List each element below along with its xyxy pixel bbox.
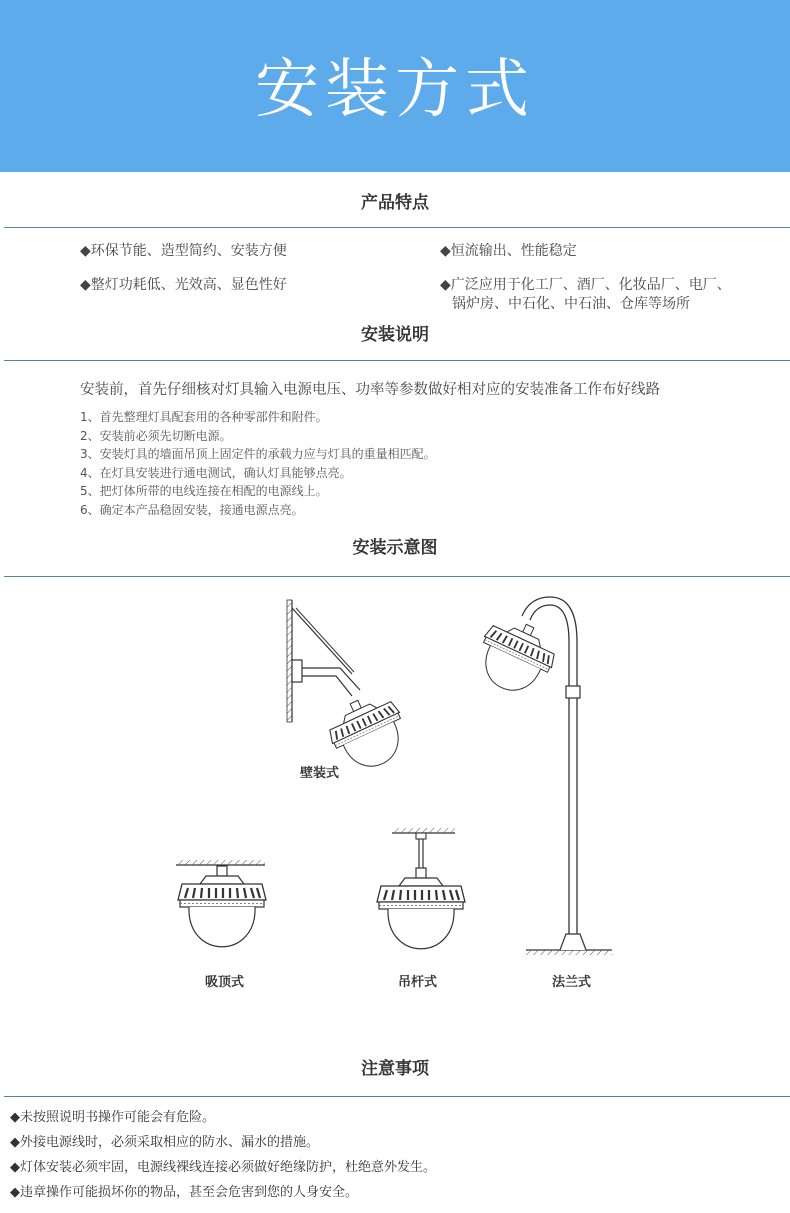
installation-diagram-svg [0, 590, 790, 1010]
notes-heading: 注意事项 [361, 1059, 429, 1079]
pendant-mount-diagram [377, 828, 465, 949]
features-heading: 产品特点 [361, 193, 429, 213]
feature-item: ◆恒流输出、性能稳定 [440, 243, 577, 259]
install-heading: 安装说明 [361, 325, 429, 345]
flange-mount-diagram [468, 597, 612, 955]
features-divider [4, 227, 790, 228]
pendant-mount-label: 吊杆式 [398, 975, 438, 990]
feature-item: ◆环保节能、造型简约、安装方便 [80, 243, 287, 259]
note-item: ◆灯体安装必须牢固，电源线裸线连接必须做好绝缘防护，杜绝意外发生。 [10, 1160, 436, 1175]
note-item: ◆违章操作可能损坏你的物品，甚至会危害到您的人身安全。 [10, 1185, 358, 1200]
feature-item: ◆广泛应用于化工厂、酒厂、化妆品厂、电厂、 [440, 277, 731, 293]
installation-diagram [0, 590, 790, 1010]
notes-divider [4, 1096, 790, 1097]
feature-item: ◆整灯功耗低、光效高、显色性好 [80, 277, 287, 293]
page-title: 安装方式 [255, 53, 535, 127]
diagram-heading: 安装示意图 [352, 538, 438, 558]
install-step: 1、首先整理灯具配套用的各种零部件和附件。 [80, 410, 328, 424]
install-step: 2、安装前必须先切断电源。 [80, 428, 232, 443]
ceiling-mount-diagram [176, 860, 266, 947]
notes-list [10, 1108, 436, 1208]
wall-mount-label: 壁装式 [300, 766, 340, 781]
feature-item: 锅炉房、中石化、中石油、仓库等场所 [452, 296, 690, 312]
install-step: 6、确定本产品稳固安装，接通电源点亮。 [80, 502, 304, 517]
note-item: ◆未按照说明书操作可能会有危险。 [10, 1110, 215, 1125]
install-step: 4、在灯具安装进行通电测试，确认灯具能够点亮。 [80, 465, 352, 480]
ceiling-mount-label: 吸顶式 [205, 975, 245, 990]
title-banner [0, 0, 790, 172]
install-divider [4, 360, 790, 361]
wall-mount-diagram [287, 600, 416, 779]
install-intro: 安装前，首先仔细核对灯具输入电源电压、功率等参数做好相对应的安装准备工作布好线路 [80, 382, 660, 398]
note-item: ◆外接电源线时，必须采取相应的防水、漏水的措施。 [10, 1135, 319, 1150]
diagram-divider [4, 576, 790, 577]
install-step: 5、把灯体所带的电线连接在相配的电源线上。 [80, 484, 328, 498]
install-steps [80, 408, 436, 519]
install-step: 3、安装灯具的墙面吊顶上固定件的承载力应与灯具的重量相匹配。 [80, 447, 436, 461]
flange-mount-label: 法兰式 [552, 975, 592, 990]
